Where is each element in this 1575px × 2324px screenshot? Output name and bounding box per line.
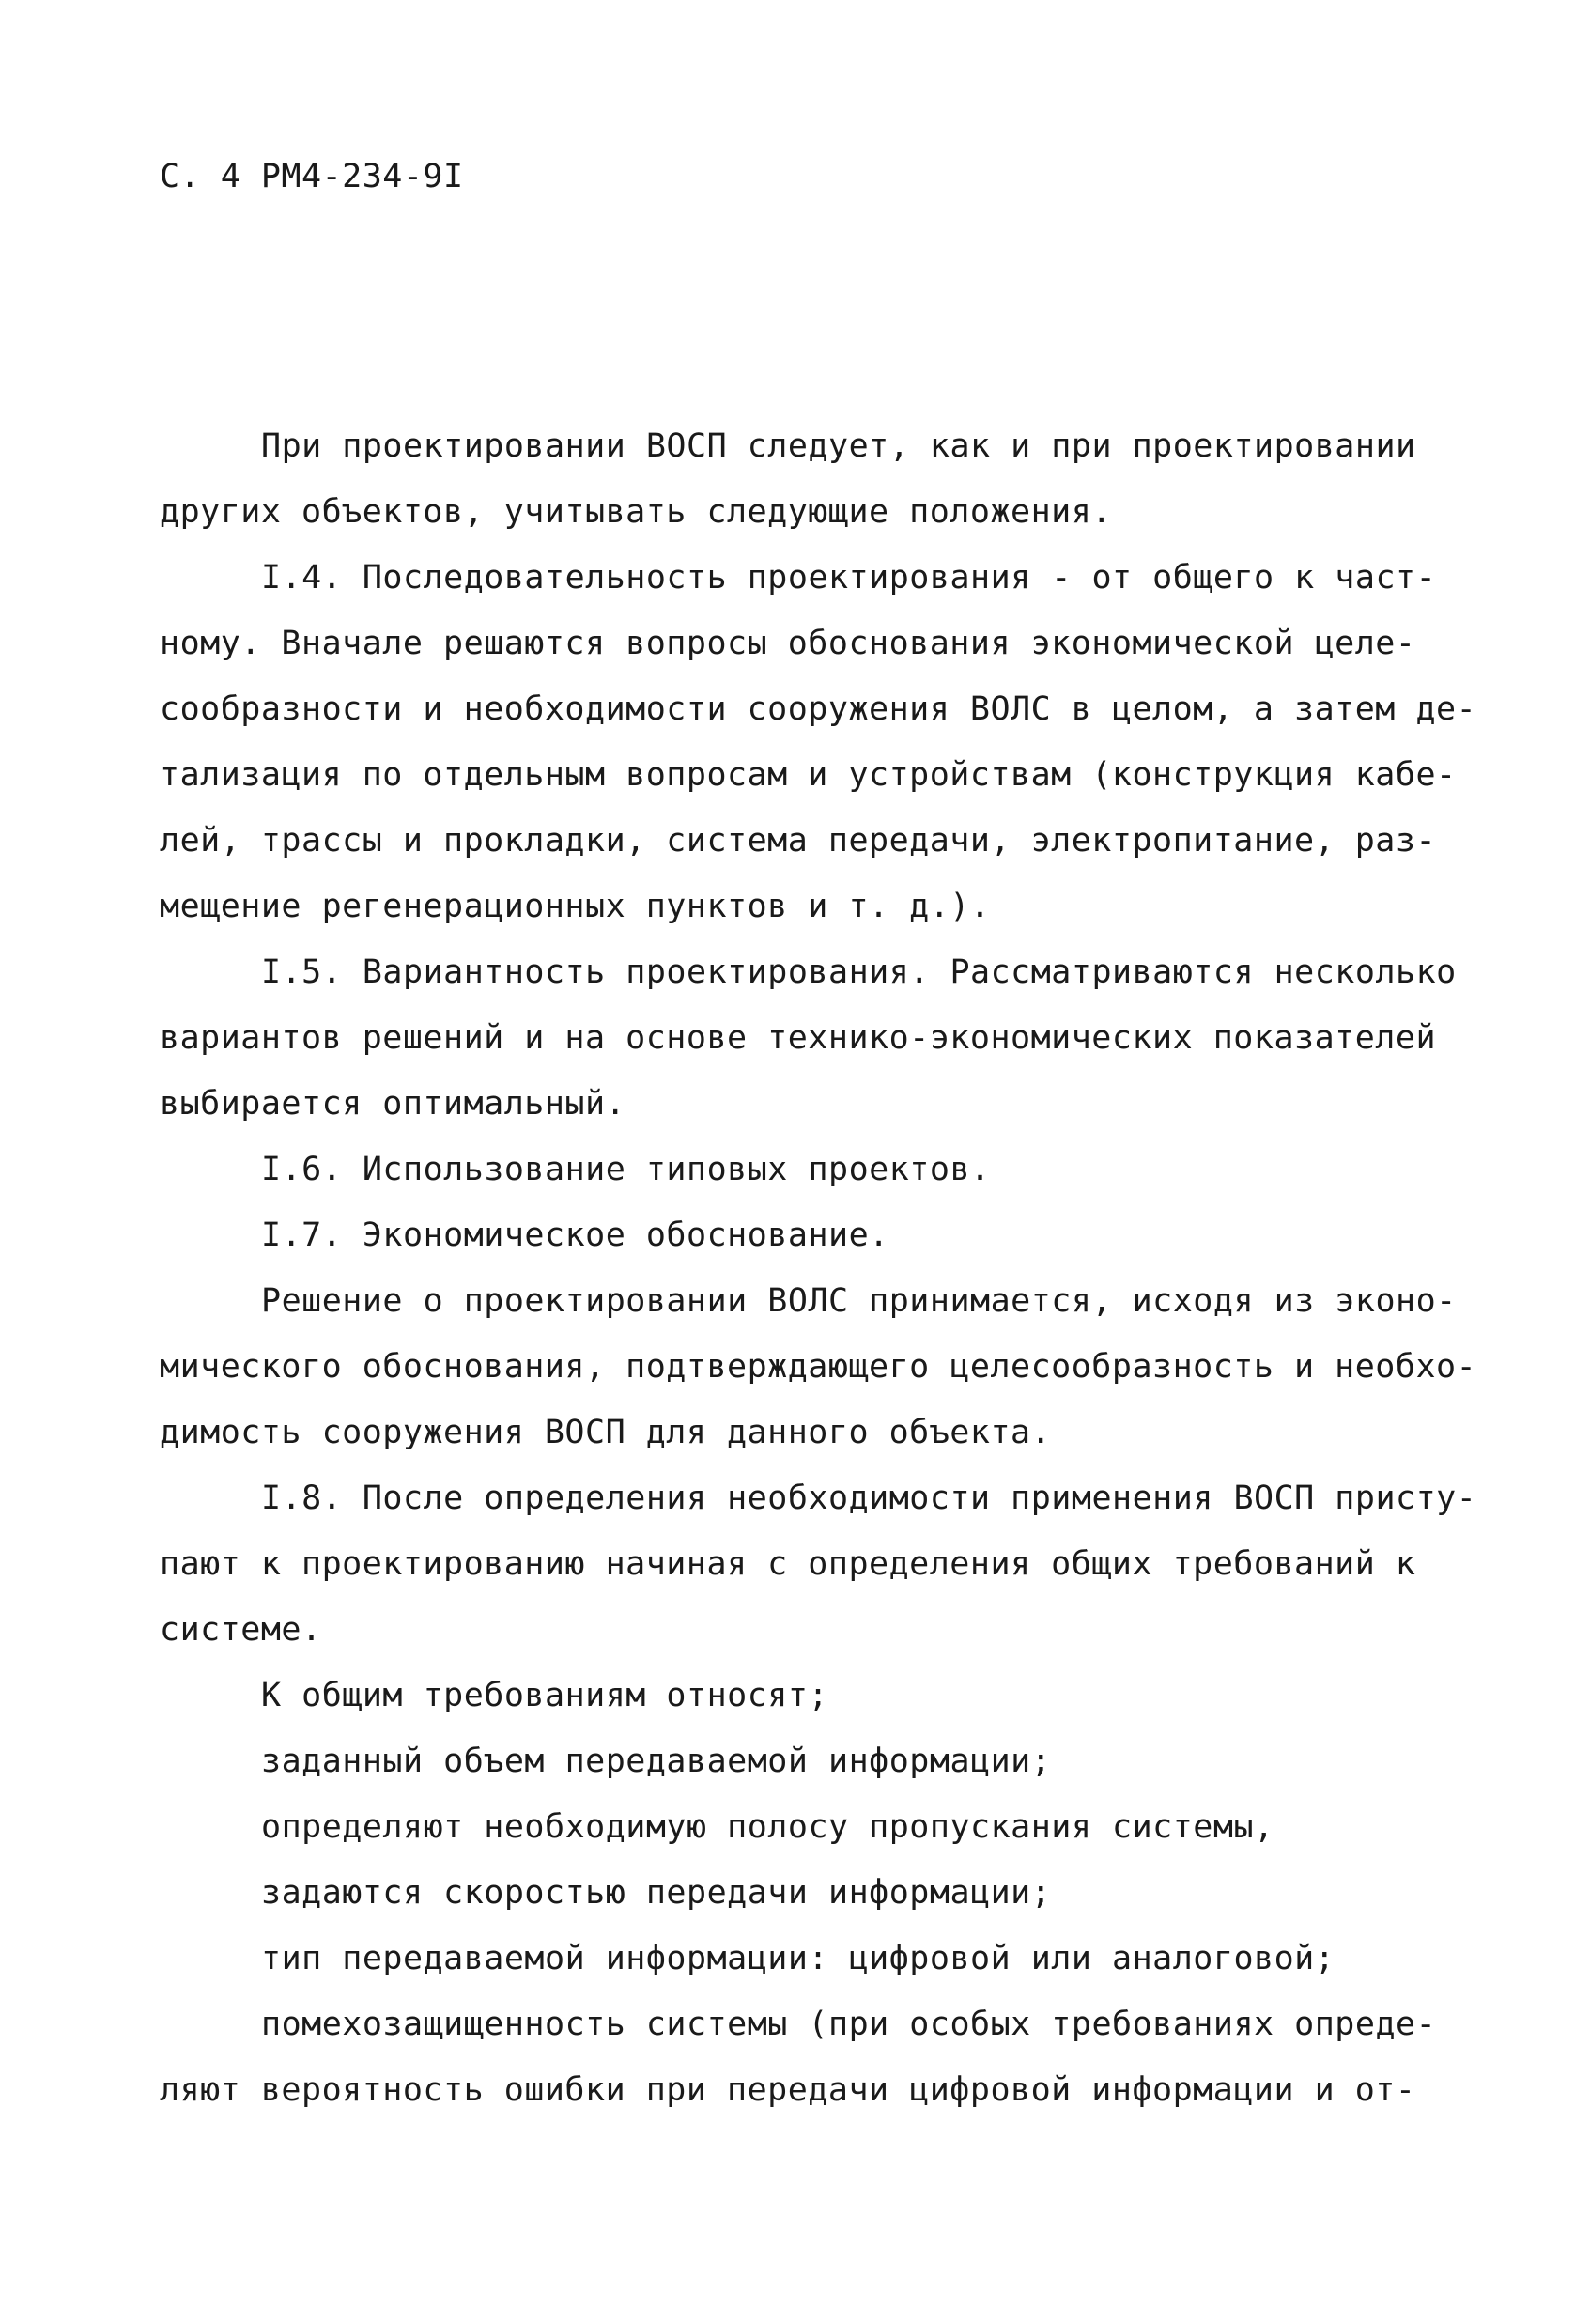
text-line: ному. Вначале решаются вопросы обоснования экономической целе- <box>160 625 1416 662</box>
text-line: I.5. Вариантность проектирования. Рассматриваются несколько <box>261 953 1457 991</box>
text-line: помехозащищенность системы (при особых требованиях опреде- <box>261 2006 1437 2043</box>
text-line: задаются скоростью передачи информации; <box>261 1874 1052 1912</box>
text-line: системе. <box>160 1611 322 1649</box>
text-line: I.8. После определения необходимости применения ВОСП присту- <box>261 1480 1477 1517</box>
text-line: пают к проектированию начиная с определения общих требований к <box>160 1545 1416 1583</box>
text-line: К общим требованиям относят; <box>261 1677 829 1714</box>
text-line: определяют необходимую полосу пропускания системы, <box>261 1808 1274 1846</box>
text-line: тализация по отдельным вопросам и устройствам (конструкция кабе- <box>160 756 1457 794</box>
text-line: Решение о проектировании ВОЛС принимается, исходя из эконо- <box>261 1282 1457 1320</box>
text-line: сообразности и необходимости сооружения ВОЛС в целом, а затем де- <box>160 690 1477 728</box>
text-line: I.4. Последовательность проектирования - от общего к част- <box>261 559 1437 596</box>
text-line: заданный объем передаваемой информации; <box>261 1743 1052 1780</box>
text-line: При проектировании ВОСП следует, как и при проектировании <box>261 427 1416 465</box>
text-line: I.6. Использование типовых проектов. <box>261 1151 991 1188</box>
text-line: мещение регенерационных пунктов и т. д.). <box>160 888 991 925</box>
text-line: мического обоснования, подтверждающего целесообразность и необхо- <box>160 1348 1477 1386</box>
text-line: тип передаваемой информации: цифровой или аналоговой; <box>261 1940 1336 1977</box>
text-line: вариантов решений и на основе технико-экономических показателей <box>160 1019 1437 1057</box>
text-line: I.7. Экономическое обоснование. <box>261 1216 889 1254</box>
text-line: димость сооружения ВОСП для данного объекта. <box>160 1414 1052 1451</box>
text-line: лей, трассы и прокладки, система передачи, электропитание, раз- <box>160 822 1437 860</box>
text-line: других объектов, учитывать следующие положения. <box>160 493 1112 531</box>
text-line: ляют вероятность ошибки при передачи цифровой информации и от- <box>160 2071 1416 2109</box>
page-header: С. 4 РМ4-234-9I <box>160 158 464 195</box>
text-line: выбирается оптимальный. <box>160 1085 626 1123</box>
